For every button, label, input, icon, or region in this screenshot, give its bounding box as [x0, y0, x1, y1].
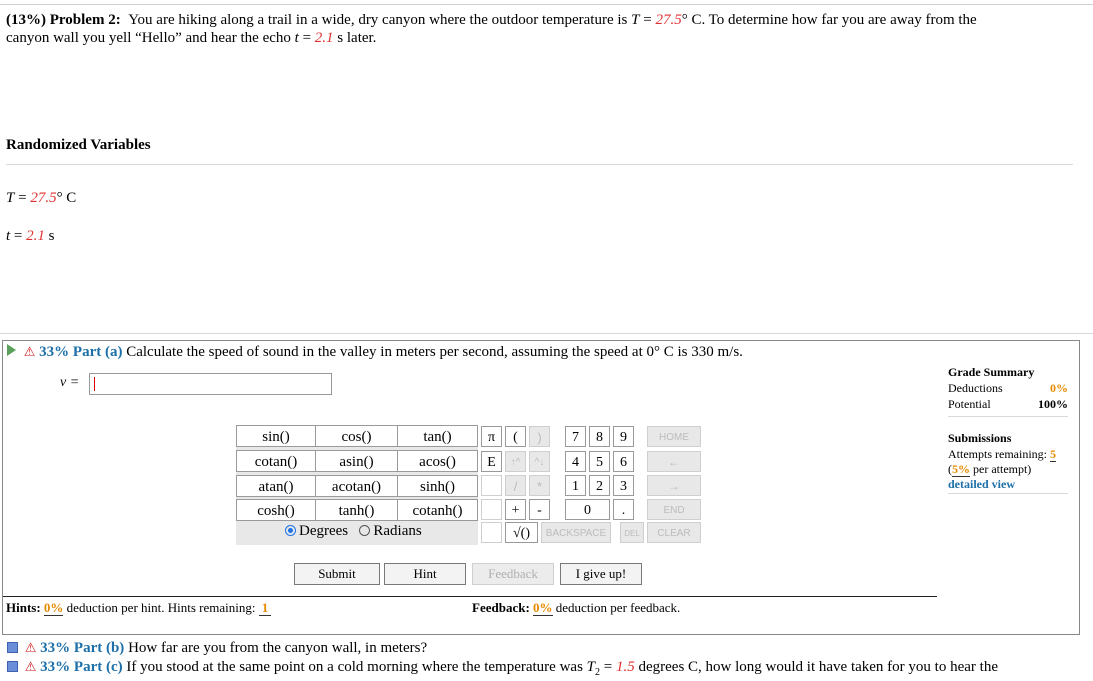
answer-var-label: v =	[60, 375, 80, 390]
key-backspace[interactable]: BACKSPACE	[541, 522, 611, 543]
hint-feedback-divider	[3, 596, 937, 597]
random-var-t-sym: t	[6, 228, 11, 244]
potential-row	[948, 397, 1068, 412]
key-7[interactable]: 7	[565, 426, 586, 447]
part-a-question: Calculate the speed of sound in the valley in meters per second, assuming the speed at 0° C is 330 m/s.	[126, 344, 743, 360]
attempts-row	[948, 447, 1068, 462]
key-3[interactable]: 3	[613, 475, 634, 496]
random-var-t-unit: s	[44, 228, 55, 244]
deductions-label: Deductions	[948, 381, 1003, 395]
part-b-percent: 33%	[40, 640, 71, 656]
radians-label: Radians	[373, 523, 422, 539]
part-c-question-1: If you stood at the same point on a cold morning where the temperature was	[126, 659, 587, 675]
per-attempt-row	[948, 462, 1068, 477]
t2-value: 1.5	[615, 659, 635, 675]
part-c-question-2: degrees C, how long would it have taken for you to hear the	[634, 659, 998, 675]
degrees-option[interactable]	[285, 523, 348, 539]
part-c-header	[7, 659, 998, 678]
part-a-header	[7, 344, 743, 361]
key-end[interactable]: END	[647, 499, 701, 520]
problem-label: Problem 2:	[49, 12, 121, 28]
key-5[interactable]: 5	[589, 451, 610, 472]
key-1[interactable]: 1	[565, 475, 586, 496]
deductions-value: 0%	[1050, 381, 1068, 395]
attempts-label: Attempts remaining:	[948, 447, 1047, 461]
key-tan[interactable]: tan()	[397, 425, 478, 447]
feedback-percent: 0%	[533, 600, 553, 615]
temp-value: 27.5	[655, 12, 682, 28]
key-0[interactable]: 0	[565, 499, 610, 520]
radians-option[interactable]	[359, 523, 421, 539]
hints-label: Hints:	[6, 600, 41, 615]
key-e[interactable]: E	[481, 451, 502, 472]
feedback-text: deduction per feedback.	[555, 600, 681, 615]
part-c-percent: 33%	[40, 659, 71, 675]
collapsed-icon[interactable]	[7, 661, 18, 672]
key-4[interactable]: 4	[565, 451, 586, 472]
part-b-question: How far are you from the canyon wall, in meters?	[128, 640, 428, 656]
key-down-power[interactable]: ^↓	[529, 451, 550, 472]
key-clear[interactable]: CLEAR	[647, 522, 701, 543]
key-atan[interactable]: atan()	[236, 475, 316, 497]
randomized-divider	[6, 164, 1073, 165]
key-blank-1	[481, 475, 502, 496]
key-sin[interactable]: sin()	[236, 425, 316, 447]
submissions-title: Submissions	[948, 431, 1012, 445]
time-value: 2.1	[314, 30, 334, 46]
key-acos[interactable]: acos()	[397, 450, 478, 472]
problem-percent: (13%)	[6, 12, 46, 28]
random-var-T-unit: ° C	[56, 190, 77, 206]
grade-summary-title: Grade Summary	[948, 365, 1035, 379]
key-minus[interactable]: -	[529, 499, 550, 520]
part-b-header	[7, 640, 427, 657]
angle-mode	[285, 523, 422, 540]
degrees-label: Degrees	[299, 523, 349, 539]
random-var-T	[6, 190, 76, 207]
text-cursor	[94, 377, 95, 391]
t2-eq: =	[600, 659, 616, 675]
part-a-label[interactable]: Part (a)	[72, 344, 123, 360]
key-6[interactable]: 6	[613, 451, 634, 472]
key-cosh[interactable]: cosh()	[236, 499, 316, 521]
grade-divider	[948, 416, 1068, 417]
degrees-radio[interactable]	[285, 525, 296, 536]
give-up-button[interactable]: I give up!	[560, 563, 642, 585]
key-cos[interactable]: cos()	[315, 425, 398, 447]
key-divide[interactable]: /	[505, 475, 526, 496]
attempts-value: 5	[1049, 447, 1056, 461]
key-tanh[interactable]: tanh()	[315, 499, 398, 521]
part-a-percent: 33%	[39, 344, 70, 360]
key-2[interactable]: 2	[589, 475, 610, 496]
randomized-variables-title: Randomized Variables	[6, 137, 151, 153]
key-blank-3	[481, 522, 502, 543]
feedback-button[interactable]: Feedback	[472, 563, 554, 585]
key-8[interactable]: 8	[589, 426, 610, 447]
random-var-t-eq: =	[10, 228, 27, 244]
problem-text-2: canyon wall you yell “Hello” and hear the echo	[6, 30, 295, 46]
temp-unit-text: ° C. To determine how far you are away from the	[681, 12, 977, 28]
feedback-label: Feedback:	[472, 600, 530, 615]
part-b-label[interactable]: Part (b)	[73, 640, 125, 656]
key-cotanh[interactable]: cotanh()	[397, 499, 478, 521]
random-var-T-sym: T	[6, 190, 15, 206]
hints-info	[6, 600, 271, 616]
random-var-t	[6, 228, 54, 245]
part-a-top-divider	[0, 333, 1093, 334]
key-up-power[interactable]: ↑^	[505, 451, 526, 472]
answer-input[interactable]	[89, 373, 332, 395]
hints-percent: 0%	[43, 600, 64, 615]
play-icon[interactable]	[7, 344, 16, 356]
random-var-T-eq: =	[14, 190, 31, 206]
time-symbol: t	[294, 30, 299, 46]
t2-subscript: 2	[595, 667, 601, 678]
potential-value: 100%	[1038, 397, 1068, 411]
temp-symbol: T	[631, 12, 640, 28]
warning-icon: ⚠	[24, 640, 37, 655]
radians-radio[interactable]	[359, 525, 370, 536]
per-attempt-open: (	[948, 462, 952, 476]
random-var-t-val: 2.1	[26, 228, 45, 244]
hints-text: deduction per hint. Hints remaining:	[66, 600, 256, 615]
key-del[interactable]: DEL	[620, 522, 644, 543]
potential-label: Potential	[948, 397, 991, 411]
key-home[interactable]: HOME	[647, 426, 701, 447]
collapsed-icon[interactable]	[7, 642, 18, 653]
feedback-info	[472, 600, 680, 616]
key-acotan[interactable]: acotan()	[315, 475, 398, 497]
key-rparen[interactable]: )	[529, 426, 550, 447]
key-multiply[interactable]: *	[529, 475, 550, 496]
submit-button[interactable]: Submit	[294, 563, 380, 585]
grade-summary	[948, 365, 1068, 494]
key-sinh[interactable]: sinh()	[397, 475, 478, 497]
key-blank-2	[481, 499, 502, 520]
key-pi[interactable]: π	[481, 426, 502, 447]
key-cotan[interactable]: cotan()	[236, 450, 316, 472]
t2-symbol: T	[586, 659, 596, 675]
key-plus[interactable]: +	[505, 499, 526, 520]
top-divider	[0, 4, 1093, 5]
per-attempt-text: per attempt)	[970, 462, 1032, 476]
key-left-arrow[interactable]: ←	[647, 451, 701, 472]
key-9[interactable]: 9	[613, 426, 634, 447]
random-var-T-val: 27.5	[30, 190, 57, 206]
key-decimal[interactable]: .	[613, 499, 634, 520]
time-unit-text: s later.	[333, 30, 377, 46]
warning-icon: ⚠	[23, 344, 36, 359]
key-lparen[interactable]: (	[505, 426, 526, 447]
key-asin[interactable]: asin()	[315, 450, 398, 472]
problem-text-1: You are hiking along a trail in a wide, dry canyon where the outdoor temperature is	[128, 12, 632, 28]
part-c-label[interactable]: Part (c)	[73, 659, 123, 675]
key-right-arrow[interactable]: →	[647, 475, 701, 496]
deductions-row	[948, 381, 1068, 396]
hint-button[interactable]: Hint	[384, 563, 466, 585]
key-sqrt[interactable]: √()	[505, 522, 538, 543]
per-attempt-percent: 5%	[952, 462, 970, 476]
problem-statement: (13%) Problem 2: You are hiking along a trail in a wide, dry canyon where the outdoor temperature is T = 27.5° C. To determine how far you are away from the canyon wall you yell “Hello” and hear the echo t = 2.1 s later.	[6, 12, 977, 46]
detailed-view-link[interactable]: detailed view	[948, 477, 1068, 494]
warning-icon: ⚠	[24, 659, 37, 674]
hints-remaining: 1	[259, 600, 272, 616]
